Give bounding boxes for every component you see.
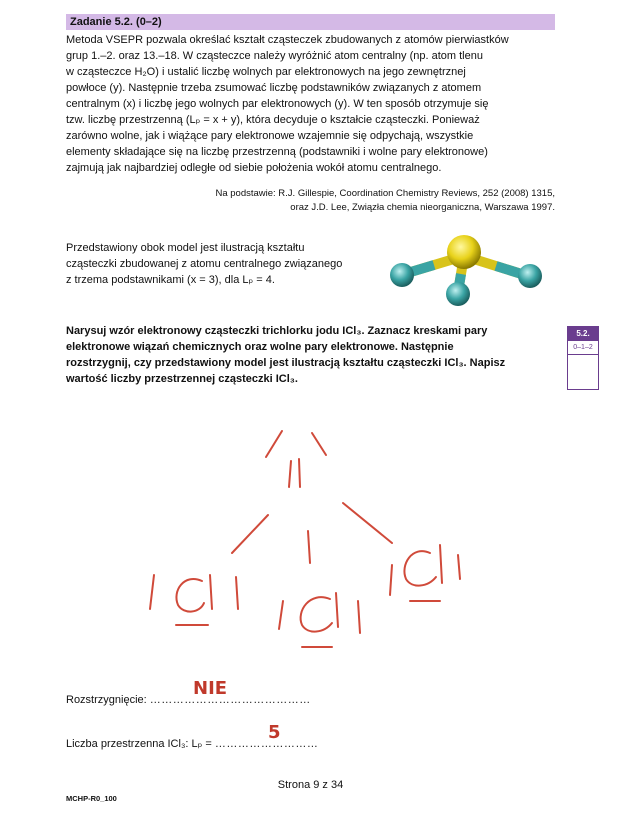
decision-answer-row — [66, 693, 311, 707]
lone-pair-stroke — [289, 461, 291, 487]
task-title: Zadanie 5.2. (0–2) — [70, 16, 162, 28]
number-handwritten-answer: 5 — [268, 722, 281, 743]
page-number: Strona 9 z 34 — [277, 779, 344, 791]
instruction-line: elektronowe wiązań chemicznych oraz wolne pary elektronowe. Następnie — [66, 341, 454, 353]
letter-c — [176, 579, 204, 612]
letter-l — [336, 593, 338, 627]
model-line: z trzema podstawnikami (x = 3), dla Lₚ = 4. — [66, 274, 275, 286]
score-points: 0–1–2 — [568, 341, 598, 355]
letter-l — [440, 545, 442, 583]
source-line: Na podstawie: R.J. Gillespie, Coordination Chemistry Reviews, 252 (2008) 1315, — [215, 188, 555, 199]
decision-label: Rozstrzygnięcie: — [66, 694, 150, 706]
model-description — [66, 240, 376, 288]
bond-stroke — [232, 515, 268, 553]
document-code: MCHP-R0_100 — [66, 794, 117, 803]
ligand-atom — [390, 263, 414, 287]
lone-pair-stroke — [312, 433, 326, 455]
score-task-number: 5.2. — [568, 327, 598, 341]
instruction-line: wartość liczby przestrzennej cząsteczki ICl₃. — [66, 373, 298, 385]
task-header — [66, 14, 555, 30]
task-instruction — [66, 323, 546, 387]
letter-c — [301, 597, 332, 631]
score-box — [567, 326, 599, 390]
ligand-atom — [446, 282, 470, 306]
lone-pair-stroke — [390, 565, 392, 595]
letter-l — [210, 575, 212, 609]
bond-stroke — [343, 503, 392, 543]
lone-pair-stroke — [299, 459, 300, 487]
intro-line: zarówno wolne, jak i wiążące pary elektronowe wzajemnie się odpychają, wszystkie — [66, 130, 474, 142]
intro-paragraph — [66, 32, 561, 176]
number-answer-row — [66, 737, 318, 751]
central-atom — [447, 235, 481, 269]
intro-line: zajmują jak najbardziej odległe od siebie położenia wokół atomu centralnego. — [66, 162, 442, 174]
intro-line: centralnym (x) i liczbę jego wolnych par elektronowych (y). W ten sposób otrzymuje się — [66, 98, 489, 110]
lone-pair-stroke — [150, 575, 154, 609]
intro-line: elementy składające się na liczbę przestrzenną (podstawniki i wolne pary elektronowe) — [66, 146, 488, 158]
decision-handwritten-answer: NIE — [193, 678, 228, 699]
lone-pair-stroke — [358, 601, 360, 633]
molecule-model-image — [380, 226, 555, 326]
instruction-line: rozstrzygnij, czy przedstawiony model jest ilustracją kształtu cząsteczki ICl₃. Napisz — [66, 357, 506, 369]
ligand-atom — [518, 264, 542, 288]
letter-c — [404, 551, 436, 585]
lone-pair-stroke — [279, 601, 283, 629]
source-line: oraz J.D. Lee, Związła chemia nieorganiczna, Warszawa 1997. — [290, 202, 555, 213]
number-label: Liczba przestrzenna ICl₃: Lₚ = — [66, 738, 215, 750]
bond-stroke — [308, 531, 310, 563]
lone-pair-stroke — [266, 431, 282, 457]
source-citation — [180, 187, 555, 215]
instruction-line: Narysuj wzór elektronowy cząsteczki trichlorku jodu ICl₃. Zaznacz kreskami pary — [66, 325, 488, 337]
model-line: cząsteczki zbudowanej z atomu centralnego związanego — [66, 258, 343, 270]
model-line: Przedstawiony obok model jest ilustracją kształtu — [66, 242, 305, 254]
intro-line: w cząsteczce H₂O) i ustalić liczbę wolnych par elektronowych na jego zewnętrznej — [66, 66, 466, 78]
intro-line: Metoda VSEPR pozwala określać kształt cząsteczek zbudowanych z atomów pierwiastków — [66, 34, 509, 46]
intro-line: grup 1.–2. oraz 13.–18. W cząsteczce należy wyróżnić atom centralny (np. atom tlenu — [66, 50, 483, 62]
number-answer-field[interactable]: ……………………… — [214, 738, 319, 750]
intro-line: powłoce (y). Następnie trzeba zsumować liczbę podstawników związanych z atomem — [66, 82, 482, 94]
intro-line: tzw. liczbę przestrzenną (Lₚ = x + y), która decyduje o kształcie cząsteczki. Ponieważ — [66, 114, 480, 126]
handwritten-electron-formula — [140, 415, 480, 655]
decision-answer-field[interactable]: …………………………………… — [149, 694, 311, 706]
lone-pair-stroke — [458, 555, 460, 579]
lone-pair-stroke — [236, 577, 238, 609]
